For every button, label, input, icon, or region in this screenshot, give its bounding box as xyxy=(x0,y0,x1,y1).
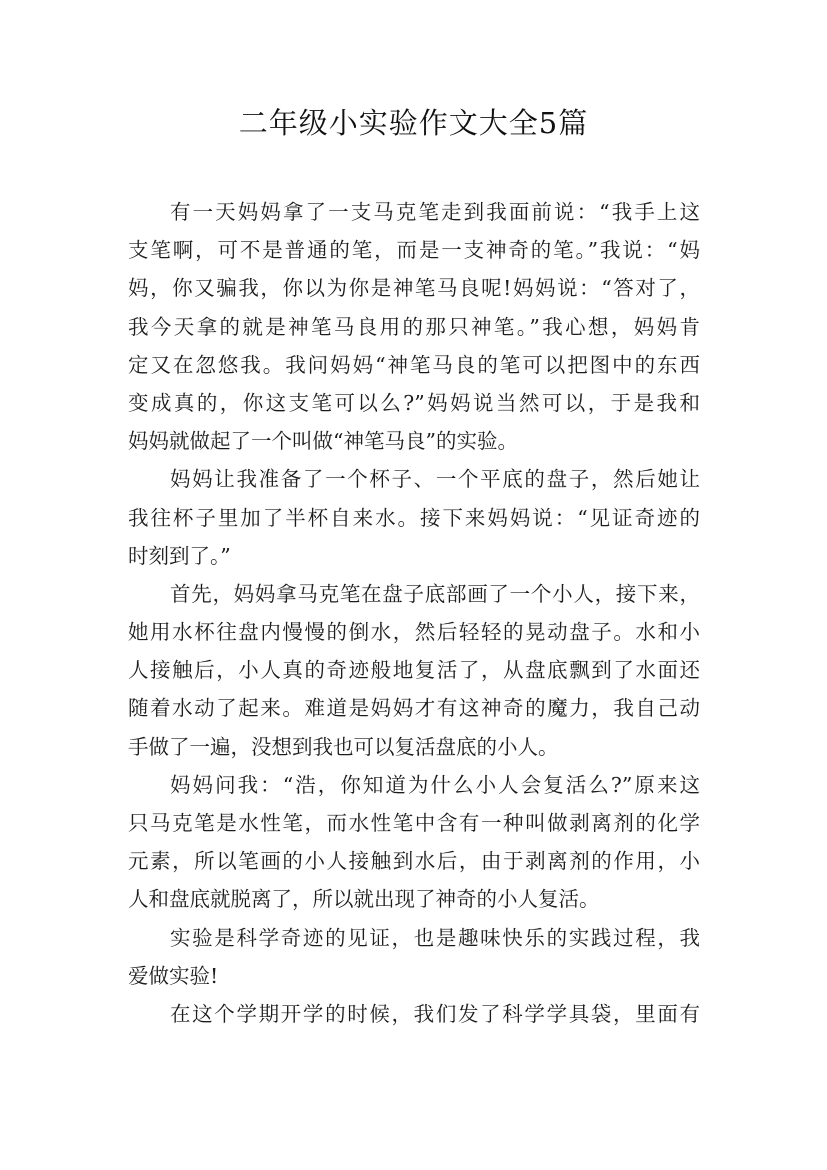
text-line: 随着水动了起来。难道是妈妈才有这神奇的魔力，我自己动 xyxy=(128,696,700,721)
text-line: 变成真的，你这支笔可以么?”妈妈说当然可以，于是我和 xyxy=(128,390,700,415)
text-line: 支笔啊，可不是普通的笔，而是一支神奇的笔。”我说：“妈 xyxy=(128,238,700,263)
text-line: 时刻到了。” xyxy=(128,543,231,568)
text-line: 我今天拿的就是神笔马良用的那只神笔。”我心想，妈妈肯 xyxy=(128,314,700,339)
text-line: 在这个学期开学的时候，我们发了科学学具袋，里面有 xyxy=(170,1001,700,1026)
text-line: 妈妈就做起了一个叫做“神笔马良”的实验。 xyxy=(128,429,518,454)
text-line: 她用水杯往盘内慢慢的倒水，然后轻轻的晃动盘子。水和小 xyxy=(128,620,700,645)
text-line: 首先，妈妈拿马克笔在盘子底部画了一个小人，接下来， xyxy=(170,581,700,606)
text-line: 只马克笔是水性笔，而水性笔中含有一种叫做剥离剂的化学 xyxy=(128,811,700,835)
text-line: 手做了一遍，没想到我也可以复活盘底的小人。 xyxy=(128,734,559,759)
text-line: 人接触后，小人真的奇迹般地复活了，从盘底飘到了水面还 xyxy=(128,658,700,683)
text-line: 妈妈问我：“浩，你知道为什么小人会复活么?”原来这 xyxy=(170,772,700,797)
text-line: 妈妈让我准备了一个杯子、一个平底的盘子，然后她让 xyxy=(170,467,700,492)
text-line: 实验是科学奇迹的见证，也是趣味快乐的实践过程，我 xyxy=(170,925,700,950)
text-line: 爱做实验! xyxy=(128,963,219,988)
text-line: 妈，你又骗我，你以为你是神笔马良呢!妈妈说：“答对了， xyxy=(128,276,700,301)
document-body xyxy=(128,193,700,1033)
text-line: 元素，所以笔画的小人接触到水后，由于剥离剂的作用，小 xyxy=(128,849,700,874)
document-title: 二年级小实验作文大全5篇 xyxy=(238,106,589,140)
text-line: 我往杯子里加了半杯自来水。接下来妈妈说：“见证奇迹的 xyxy=(128,505,700,530)
text-line: 人和盘底就脱离了，所以就出现了神奇的小人复活。 xyxy=(128,887,600,912)
text-line: 定又在忽悠我。我问妈妈“神笔马良的笔可以把图中的东西 xyxy=(128,352,700,377)
text-line: 有一天妈妈拿了一支马克笔走到我面前说：“我手上这 xyxy=(170,200,700,224)
